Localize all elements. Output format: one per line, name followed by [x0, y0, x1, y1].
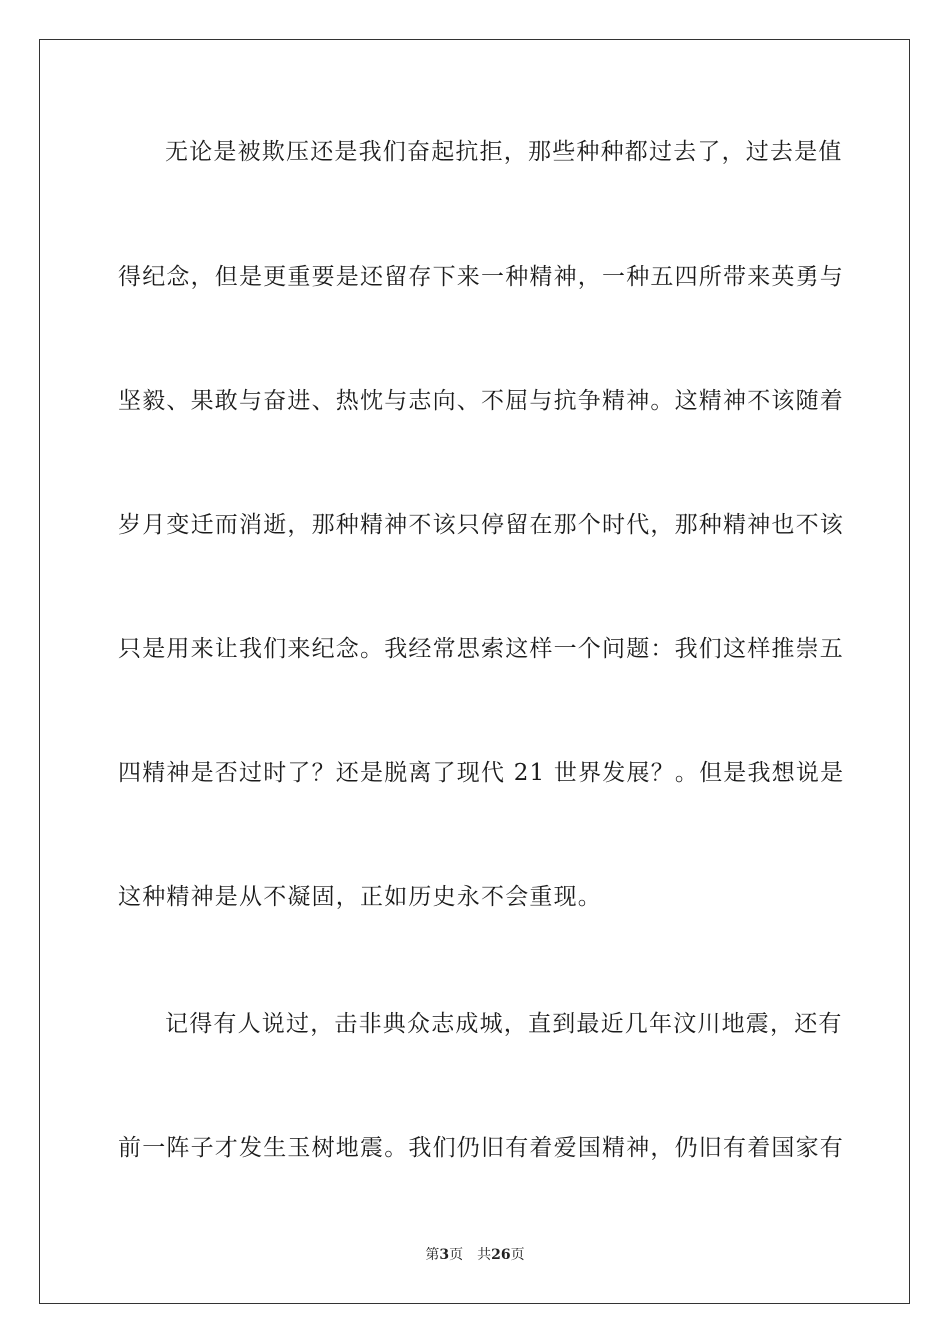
paragraph-line: 记得有人说过，击非典众志成城，直到最近几年汶川地震，还有 [165, 1011, 843, 1037]
paragraph-line: 这种精神是从不凝固，正如历史永不会重现。 [118, 884, 602, 910]
paragraph-line: 岁月变迁而消逝，那种精神不该只停留在那个时代，那种精神也不该 [118, 512, 844, 538]
paragraph-line: 坚毅、果敢与奋进、热忱与志向、不屈与抗争精神。这精神不该随着 [118, 388, 844, 414]
paragraph-line: 前一阵子才发生玉树地震。我们仍旧有着爱国精神，仍旧有着国家有 [118, 1135, 844, 1161]
total-page-count: 26 [491, 1247, 511, 1263]
page-footer [0, 1245, 950, 1265]
footer-prefix: 第 [425, 1247, 440, 1263]
footer-total-suffix: 页 [510, 1247, 525, 1263]
paragraph-line: 得纪念，但是更重要是还留存下来一种精神，一种五四所带来英勇与 [118, 264, 844, 290]
paragraph-line: 无论是被欺压还是我们奋起抗拒，那些种种都过去了，过去是值 [165, 139, 843, 165]
page-border [39, 39, 910, 1304]
current-page-number: 3 [439, 1247, 450, 1263]
footer-page-suffix: 页 [449, 1247, 464, 1263]
paragraph-line: 只是用来让我们来纪念。我经常思索这样一个问题：我们这样推崇五 [118, 636, 844, 662]
footer-total-prefix: 共 [477, 1247, 492, 1263]
paragraph-line: 四精神是否过时了？还是脱离了现代 21 世界发展？。但是我想说是 [118, 760, 845, 786]
